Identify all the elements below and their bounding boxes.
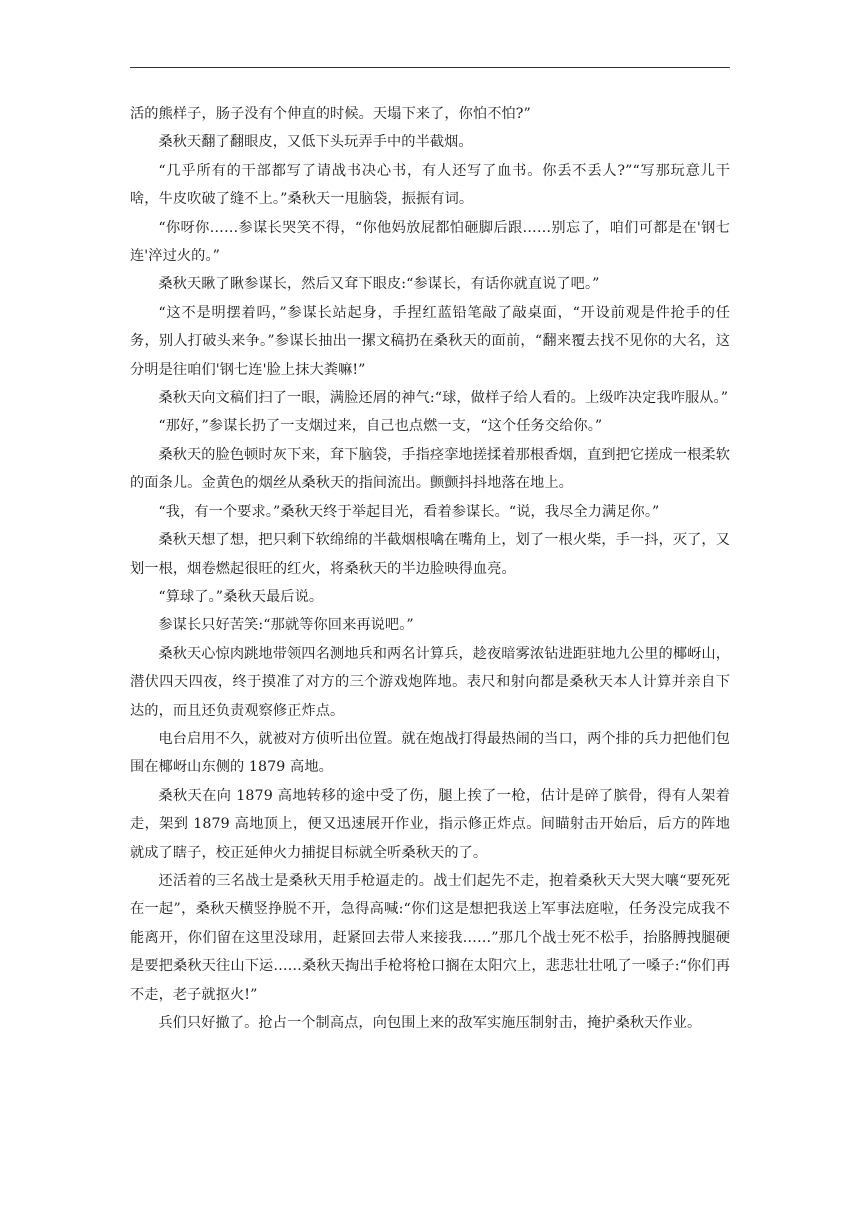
- paragraph: “这不是明摆着吗，”参谋长站起身，手捏红蓝铅笔敲了敲桌面，“开设前观是件抢手的任务，别人打破头来争。”参谋长抽出一摞文稿扔在桑秋天的面前，“翻来覆去找不见你的大名，这分明是往咱们'钢七连'脸上抹大粪嘛!”: [130, 304, 730, 378]
- paragraph: 桑秋天在向 1879 高地转移的途中受了伤，腿上挨了一枪，估计是碎了膑骨，得有人架着走，架到 1879 高地顶上，便又迅速展开作业，指示修正炸点。间瞄射击开始后，后方的阵地就成了瞎子，校正延伸火力捕捉目标就全听桑秋天的了。: [130, 787, 730, 861]
- paragraph: 桑秋天瞅了瞅参谋长，然后又耷下眼皮:“参谋长，有话你就直说了吧。”: [158, 276, 600, 293]
- header-rule: [130, 67, 730, 68]
- paragraph: 还活着的三名战士是桑秋天用手枪逼走的。战士们起先不走，抱着桑秋天大哭大嚷“要死死在一起”，桑秋天横竖挣脱不开，急得高喊:“你们这是想把我送上军事法庭啦，任务没完成我不能离开，你们留在这里没球用，赶紧回去带人来接我……”那几个战士死不松手，抬胳膊拽腿硬是要把桑秋天往山下运……桑秋天掏出手枪将枪口搁在太阳穴上，悲悲壮壮吼了一嗓子:“你们再不走，老子就抠火!”: [130, 872, 730, 1003]
- paragraph: 兵们只好撤了。抢占一个制高点，向包围上来的敌军实施压制射击，掩护桑秋天作业。: [158, 1015, 702, 1031]
- paragraph: “我，有一个要求。”桑秋天终于举起目光，看着参谋长。“说，我尽全力满足你。”: [158, 503, 660, 520]
- paragraph: 桑秋天心惊肉跳地带领四名测地兵和两名计算兵，趁夜暗雾浓钻进距驻地九公里的椰岈山，潜伏四天四夜，终于摸准了对方的三个游戏炮阵地。表尺和射向都是桑秋天本人计算并亲自下达的，而且还负责观察修正炸点。: [130, 645, 730, 719]
- paragraph: 桑秋天想了想，把只剩下软绵绵的半截烟根噙在嘴角上，划了一根火柴，手一抖，灭了，又划一根，烟卷燃起很旺的红火，将桑秋天的半边脸映得血亮。: [130, 532, 730, 577]
- paragraph: 桑秋天向文稿们扫了一眼，满脸还屑的神气:“球，做样子给人看的。上级咋决定我咋服从。”: [158, 390, 729, 407]
- paragraph: 参谋长只好苦笑:“那就等你回来再说吧。”: [158, 617, 414, 634]
- paragraph: “你呀你……参谋长哭笑不得，“你他妈放屁都怕砸脚后跟……别忘了，咱们可都是在'钢七连'淬过火的。”: [130, 219, 730, 265]
- document-body: [130, 100, 730, 1037]
- paragraph: 桑秋天的脸色顿时灰下来，耷下脑袋，手指痉挛地搓揉着那根香烟，直到把它搓成一根柔软的面条儿。金黄色的烟丝从桑秋天的指间流出。颤颤抖抖地落在地上。: [130, 446, 730, 492]
- paragraph: 电台启用不久，就被对方侦听出位置。就在炮战打得最热闹的当口，两个排的兵力把他们包围在椰岈山东侧的 1879 高地。: [130, 730, 730, 776]
- paragraph: 活的熊样子，肠子没有个伸直的时候。天塌下来了，你怕不怕?”: [130, 106, 531, 122]
- paragraph: “算球了。”桑秋天最后说。: [158, 588, 324, 605]
- paragraph: “那好，”参谋长扔了一支烟过来，自己也点燃一支，“这个任务交给你。”: [158, 418, 603, 435]
- paragraph: 桑秋天翻了翻眼皮，又低下头玩弄手中的半截烟。: [158, 134, 473, 151]
- paragraph: “几乎所有的干部都写了请战书决心书，有人还写了血书。你丢不丢人?”“写那玩意儿干啥，牛皮吹破了缝不上。”桑秋天一甩脑袋，振振有词。: [130, 162, 730, 208]
